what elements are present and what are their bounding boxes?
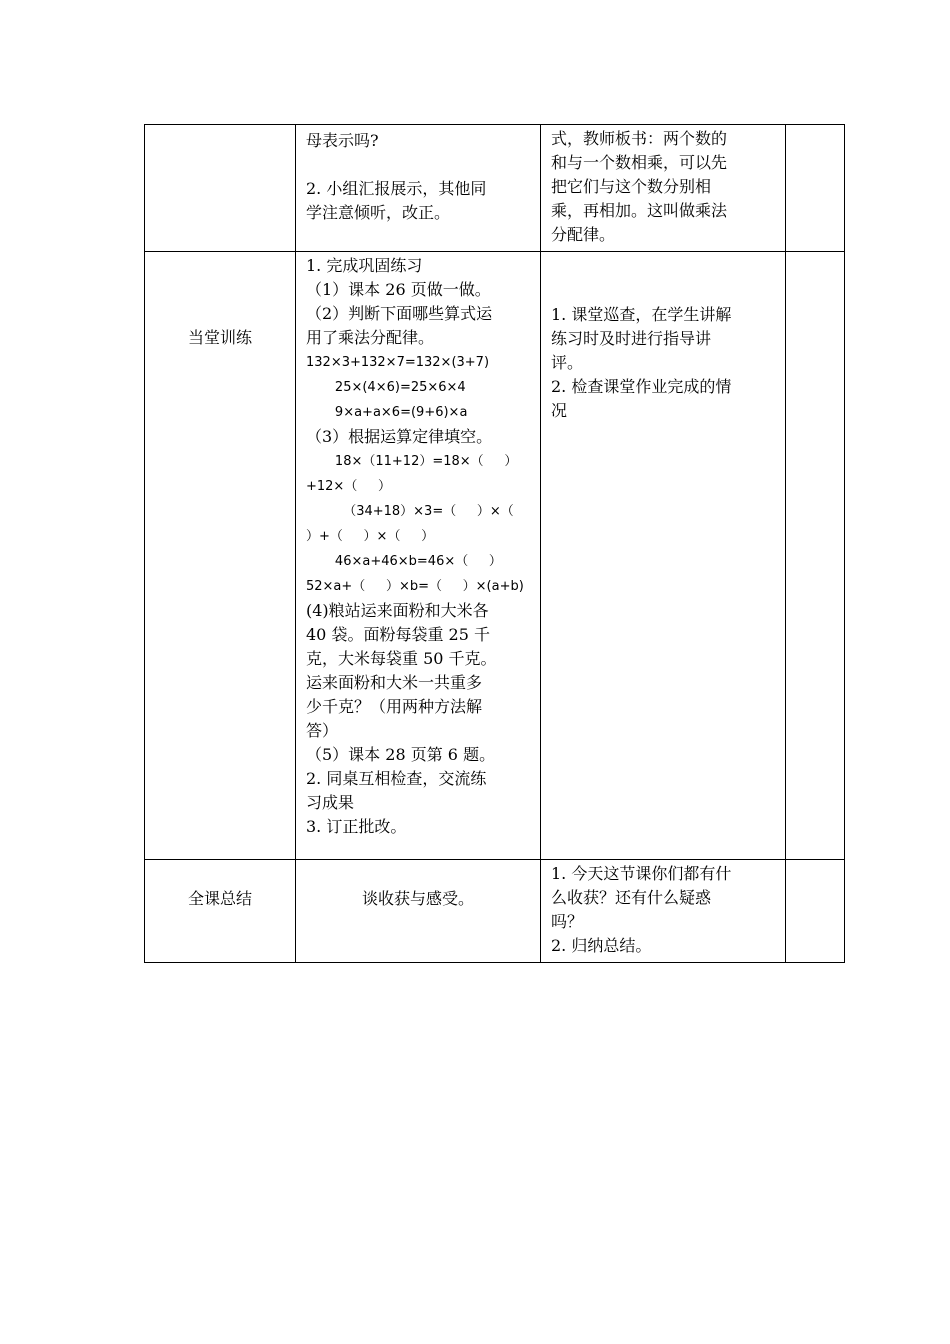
text-line: 学注意倾听，改正。 [306,203,451,222]
row-label-cell [145,252,296,860]
text-line: 40 袋。面粉每袋重 25 千 [306,625,490,644]
lesson-plan-table [144,124,845,963]
notes-cell [786,860,845,963]
teacher-activity-cell [541,860,786,963]
text-line: 分配律。 [551,225,616,244]
text-line: 母表示吗? [306,131,379,150]
teacher-activity-cell [541,125,786,252]
text-line: 式，教师板书：两个数的 [551,129,728,148]
equation-line: 52×a+（ ）×b=（ ）×(a+b) [306,579,524,594]
table-row-continuation [145,125,845,252]
notes-cell [786,125,845,252]
student-activity-cell [296,125,541,252]
text-line: （5）课本 28 页第 6 题。 [306,745,496,764]
text-line: 运来面粉和大米一共重多 [306,673,483,692]
teacher-activity-cell [541,252,786,860]
row-label: 当堂训练 [187,328,252,347]
text-line: （2）判断下面哪些算式运 [306,304,493,323]
text-line: 2. 检查课堂作业完成的情 [551,377,732,396]
text-line: 用了乘法分配律。 [306,328,435,347]
text-line: 乘，再相加。这叫做乘法 [551,201,728,220]
table-row-practice [145,252,845,860]
text-line: 2. 同桌互相检查，交流练 [306,769,487,788]
text-line: （3）根据运算定律填空。 [306,427,493,446]
text-line: 1. 完成巩固练习 [306,256,423,275]
equation-line: 25×(4×6)=25×6×4 [306,380,466,395]
text-line: 么收获？还有什么疑惑 [551,888,712,907]
equation-line: +12×（ ） [306,479,391,494]
text-line: 3. 订正批改。 [306,817,407,836]
text-line: (4)粮站运来面粉和大米各 [306,601,489,620]
equation-line: ）+（ ）×（ ） [306,529,435,544]
text-line: 1. 课堂巡查，在学生讲解 [551,305,732,324]
text-line: 1. 今天这节课你们都有什 [551,864,732,883]
text-line: 吗？ [551,912,584,931]
text-line: 评。 [551,353,584,372]
text-line: 谈收获与感受。 [361,889,474,908]
text-line: （1）课本 26 页做一做。 [306,280,491,299]
text-line: 和与一个数相乘，可以先 [551,153,728,172]
text-line: 克，大米每袋重 50 千克。 [306,649,497,668]
equation-line: 46×a+46×b=46×（ ） [306,554,502,569]
text-line: 习成果 [306,793,355,812]
row-label-cell [145,125,296,252]
text-line: 2. 归纳总结。 [551,936,652,955]
text-line: 练习时及时进行指导讲 [551,329,712,348]
text-line: 2. 小组汇报展示，其他同 [306,179,487,198]
equation-line: 18×（11+12）=18×（ ） [306,454,518,469]
equation-line: 9×a+a×6=(9+6)×a [306,405,468,420]
text-line: 答） [306,721,339,740]
equation-line: 132×3+132×7=132×(3+7) [306,355,490,370]
text-line: 况 [551,401,568,420]
student-activity-cell [296,252,541,860]
row-label-cell [145,860,296,963]
row-label: 全课总结 [187,889,252,908]
table-row-summary [145,860,845,963]
notes-cell [786,252,845,860]
text-line: 少千克？（用两种方法解 [306,697,483,716]
text-line: 把它们与这个数分别相 [551,177,712,196]
student-activity-cell [296,860,541,963]
equation-line: （34+18）×3=（ ）×（ [306,504,514,519]
